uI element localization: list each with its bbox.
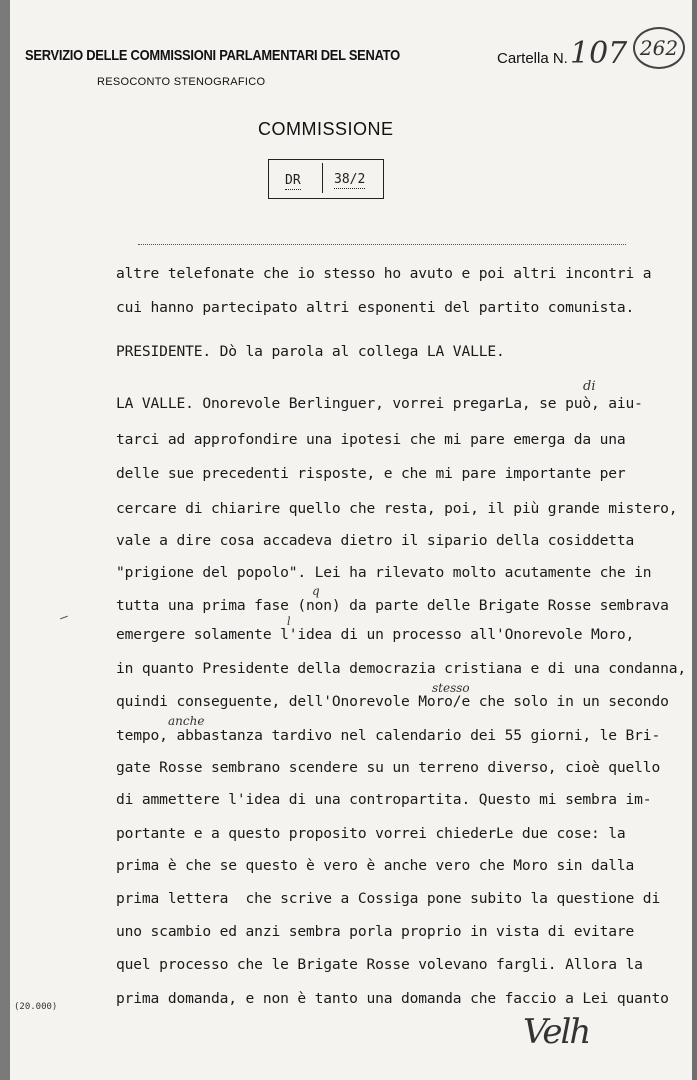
scan-edge — [0, 0, 10, 1080]
handwritten-annotation: di — [583, 379, 596, 394]
office-title: SERVIZIO DELLE COMMISSIONI PARLAMENTARI DEL SENATO — [25, 47, 400, 64]
body-line: tempo, abbastanza tardivo nel calendario dei 55 giorni, le Bri- — [116, 727, 661, 744]
body-line: PRESIDENTE. Dò la parola al collega LA VALLE. — [116, 343, 505, 360]
body-line: delle sue precedenti risposte, e che mi pare importante per — [116, 465, 626, 482]
body-line: in quanto Presidente della democrazia cristiana e di una condanna, — [116, 660, 686, 677]
body-line: tutta una prima fase (non) da parte delle Brigate Rosse sembrava — [116, 597, 669, 614]
code-box-left: DR — [285, 173, 301, 188]
body-line: altre telefonate che io stesso ho avuto e poi altri incontri a — [116, 265, 652, 282]
handwritten-annotation: stesso — [432, 681, 470, 695]
commission-heading: COMMISSIONE — [258, 119, 394, 139]
body-line: cui hanno partecipato altri esponenti del partito comunista. — [116, 299, 635, 316]
handwritten-annotation: q — [312, 584, 320, 598]
body-line: LA VALLE. Onorevole Berlinguer, vorrei pregarLa, se può, aiu- — [116, 395, 643, 412]
body-line: tarci ad approfondire una ipotesi che mi pare emerga da una — [116, 431, 626, 448]
body-line: prima domanda, e non è tanto una domanda che faccio a Lei quanto — [116, 990, 669, 1007]
body-line: portante e a questo proposito vorrei chiederLe due cose: la — [116, 825, 626, 842]
dotted-separator — [138, 244, 626, 245]
body-line: gate Rosse sembrano scendere su un terreno diverso, cioè quello — [116, 759, 661, 776]
body-line: prima è che se questo è vero è anche vero che Moro sin dalla — [116, 857, 635, 874]
body-line: quel processo che le Brigate Rosse volevano fargli. Allora la — [116, 956, 643, 973]
handwritten-annotation: anche — [168, 714, 205, 728]
body-line: cercare di chiarire quello che resta, poi, il più grande mistero, — [116, 500, 678, 517]
page-number-circled: 262 — [633, 27, 685, 69]
folder-label: Cartella N. — [497, 50, 568, 67]
handwritten-annotation: l — [287, 615, 291, 628]
folder-number: 107 — [570, 36, 628, 71]
report-subtitle: RESOCONTO STENOGRAFICO — [97, 76, 266, 88]
body-line: uno scambio ed anzi sembra porla proprio in vista di evitare — [116, 923, 635, 940]
form-code: (20.000) — [14, 1002, 58, 1012]
body-line: emergere solamente l'idea di un processo all'Onorevole Moro, — [116, 626, 635, 643]
body-line: di ammettere l'idea di una contropartita. Questo mi sembra im- — [116, 791, 652, 808]
body-line: prima lettera che scrive a Cossiga pone subito la questione di — [116, 890, 661, 907]
body-line: quindi conseguente, dell'Onorevole Moro/e che solo in un secondo — [116, 693, 669, 710]
body-line: vale a dire cosa accadeva dietro il sipario della cosiddetta — [116, 532, 635, 549]
code-box-divider — [322, 163, 323, 193]
code-box-right: 38/2 — [334, 172, 366, 187]
handwritten-signature: Velh — [523, 1012, 590, 1052]
body-line: "prigione del popolo". Lei ha rilevato molto acutamente che in — [116, 564, 652, 581]
